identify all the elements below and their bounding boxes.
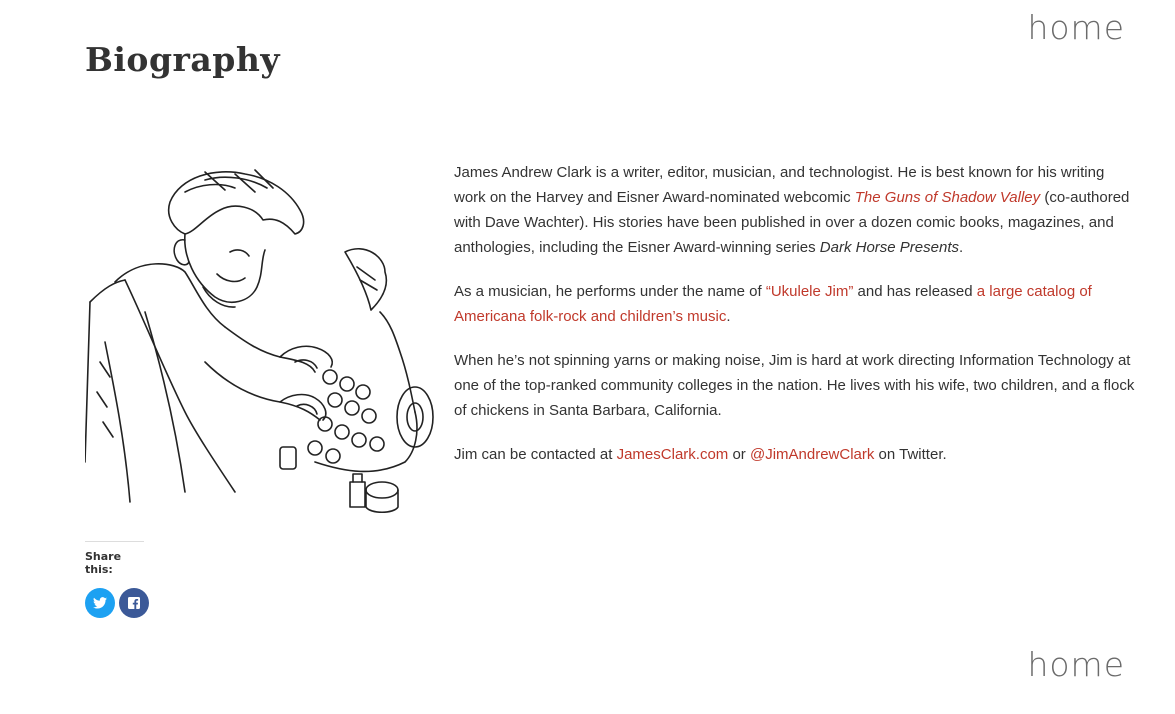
- twitter-icon: [93, 597, 107, 609]
- bio-text: .: [959, 239, 964, 256]
- bio-text: or: [728, 446, 750, 463]
- bio-text: .: [726, 308, 731, 325]
- bio-paragraph: [454, 279, 1138, 329]
- bio-text: (co-authored with Dave Wachter). His stories have been published in over a dozen comic books, magazines, and anthologies, including the Eisner Award-winning series: [454, 189, 1130, 256]
- share-section: [85, 541, 149, 618]
- bio-text: Jim can be contacted at: [454, 446, 617, 463]
- music-catalog-link[interactable]: a large catalog of Americana folk-rock and children’s music: [454, 283, 1092, 325]
- share-buttons: [85, 588, 149, 618]
- biography-text: [454, 160, 1138, 486]
- comic-link[interactable]: [855, 189, 1040, 206]
- facebook-icon: [128, 597, 140, 609]
- bio-paragraph: [454, 442, 1138, 467]
- bio-paragraph: [454, 160, 1138, 260]
- home-link[interactable]: home: [1027, 8, 1125, 47]
- bio-text: As a musician, he performs under the name of: [454, 283, 766, 300]
- author-portrait-illustration: [85, 162, 435, 527]
- share-title: Share this:: [85, 541, 144, 576]
- page-title: Biography: [85, 40, 281, 79]
- bio-text: When he’s not spinning yarns or making noise, Jim is hard at work directing Information Technology at one of the top-ranked community colleges in the nation. He lives with his wife, two children, and a flock of chickens in Santa Barbara, California.: [454, 352, 1135, 419]
- ukulele-jim-link[interactable]: “Ukulele Jim”: [765, 283, 854, 300]
- series-title: Dark Horse Presents: [819, 239, 959, 256]
- twitter-handle-link[interactable]: @JimAndrewClark: [749, 446, 875, 463]
- bio-text: on Twitter.: [874, 446, 947, 463]
- website-link[interactable]: JamesClark.com: [616, 446, 729, 463]
- comic-link-label: The Guns of Shadow Valley: [854, 189, 1041, 206]
- home-footer-link[interactable]: home: [1027, 645, 1125, 684]
- bio-paragraph: [454, 348, 1138, 423]
- bio-text: James Andrew Clark is a writer, editor, musician, and technologist. He is best known for his writing work on the Harvey and Eisner Award-nominated webcomic: [454, 164, 1105, 206]
- share-twitter-button[interactable]: [85, 588, 115, 618]
- bio-text: and has released: [853, 283, 977, 300]
- share-facebook-button[interactable]: [119, 588, 149, 618]
